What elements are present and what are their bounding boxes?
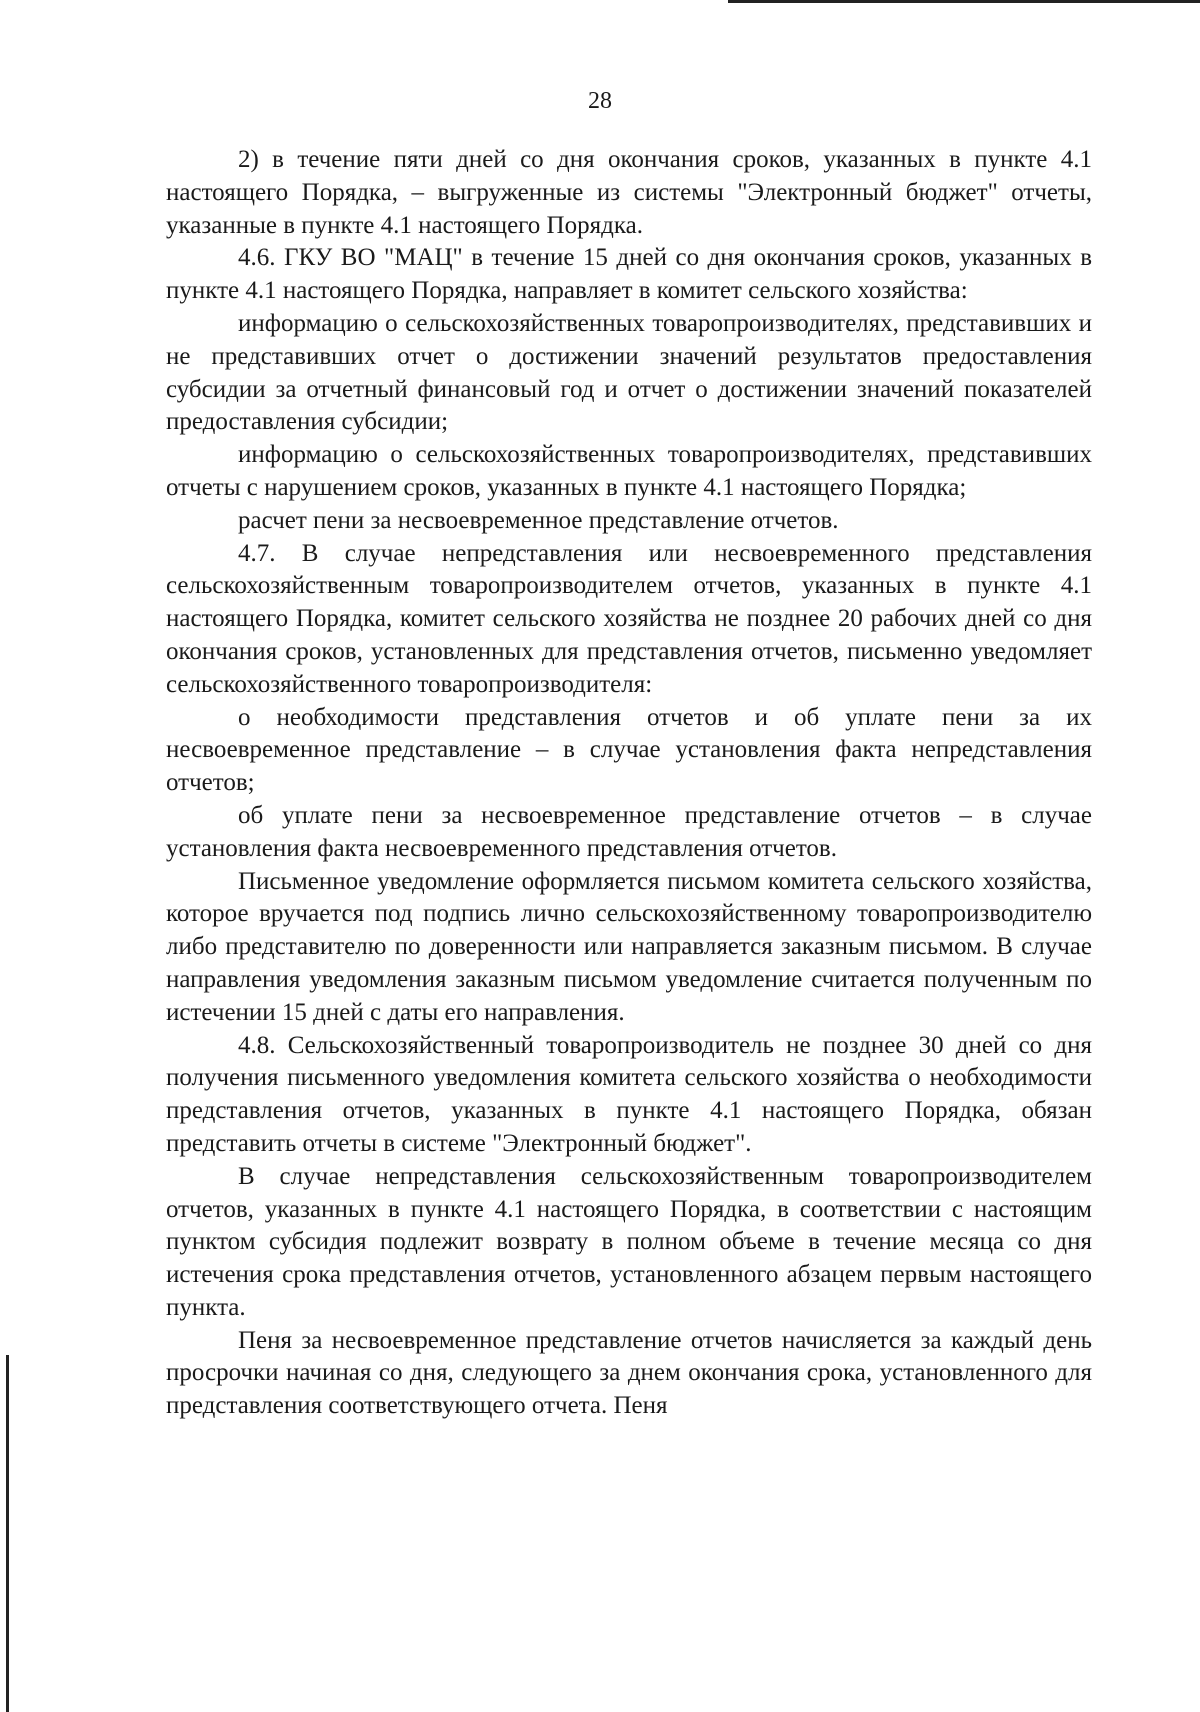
scan-left-border [6,1355,9,1712]
paragraph-necessity: о необходимости представления отчетов и об уплате пени за их несвоевременное представление – в случае установления факта непредставления отчетов; [166,703,1092,797]
paragraph-item-2: 2) в течение пяти дней со дня окончания сроков, указанных в пункте 4.1 настоящего Порядка, – выгруженные из системы "Электронный бюджет" отчеты, указанные в пункте 4.1 настоящего Порядка. [166,146,1092,239]
scan-top-border [728,0,1200,3]
paragraph-penalty-accrual: Пеня за несвоевременное представление отчетов начисляется за каждый день просрочки начиная со дня, следующего за днем окончания срока, установленного для представления соответствующего отчета. Пеня [166,1326,1092,1420]
paragraph-penalty-calc: расчет пени за несвоевременное представление отчетов. [238,506,839,534]
paragraph-section-4-6: 4.6. ГКУ ВО "МАЦ" в течение 15 дней со дня окончания сроков, указанных в пункте 4.1 настоящего Порядка, направляет в комитет сельского хозяйства: [166,244,1092,305]
paragraph-info-violations: информацию о сельскохозяйственных товаропроизводителях, представивших отчеты с нарушением сроков, указанных в пункте 4.1 настоящего Порядка; [166,441,1092,501]
document-body [166,144,1092,1423]
paragraph-section-4-7: 4.7. В случае непредставления или несвоевременного представления сельскохозяйственным товаропроизводителем отчетов, указанных в пункте 4.1 настоящего Порядка, комитет сельского хозяйства не позднее 20 рабочих дней со дня окончания сроков, установленных для представления отчетов, письменно уведомляет сельскохозяйственного товаропроизводителя: [166,539,1092,698]
paragraph-written-notice: Письменное уведомление оформляется письмом комитета сельского хозяйства, которое вручается под подпись лично сельскохозяйственному товаропроизводителю либо представителю по доверенности или направляется заказным письмом. В случае направления уведомления заказным письмом уведомление считается полученным по истечении 15 дней с даты его направления. [166,867,1092,1026]
page-number: 28 [588,88,612,114]
paragraph-penalty-payment: об уплате пени за несвоевременное представление отчетов – в случае установления факта несвоевременного представления отчетов. [166,801,1092,862]
paragraph-section-4-8: 4.8. Сельскохозяйственный товаропроизводитель не позднее 30 дней со дня получения письменного уведомления комитета сельского хозяйства о необходимости представления отчетов, указанных в пункте 4.1 настоящего Порядка, обязан представить отчеты в системе "Электронный бюджет". [166,1031,1092,1157]
paragraph-info-reports: информацию о сельскохозяйственных товаропроизводителях, представивших и не представивших отчет о достижении значений результатов предоставления субсидии за отчетный финансовый год и отчет о достижении значений показателей предоставления субсидии; [166,309,1092,436]
paragraph-refund: В случае непредставления сельскохозяйственным товаропроизводителем отчетов, указанных в пункте 4.1 настоящего Порядка, в соответствии с настоящим пунктом субсидия подлежит возврату в полном объеме в течение месяца со дня истечения срока представления отчетов, установленного абзацем первым настоящего пункта. [166,1162,1092,1321]
